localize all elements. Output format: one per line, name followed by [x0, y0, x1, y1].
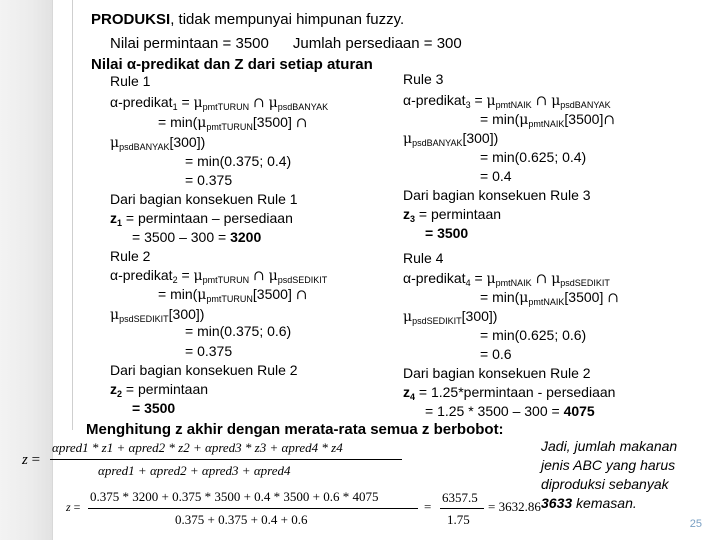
rule4-min-cont: $\mu_{psdSEDIKIT}[300]$)	[403, 308, 498, 326]
rule1-min-cont: $\mu_{psdBANYAK}[300]$)	[110, 134, 206, 152]
formula-general-denominator: αpred1 + αpred2 + αpred3 + αpred4	[98, 463, 291, 478]
conclusion-line-4: 3633 kemasan.	[541, 495, 637, 511]
formula-values-lhs: z =	[66, 500, 81, 514]
rule4-z-calc: = 1.25 * 3500 – 300 = 4075	[425, 403, 595, 419]
page-number: 25	[689, 518, 702, 530]
rule1-calc2: = 0.375	[185, 172, 233, 188]
rule2-min: = $\min(\mu_{pmtTURUN}[3500]$ ∩	[158, 286, 308, 304]
formula-result-numerator: 6357.5	[442, 490, 478, 505]
rule1-calc1: = min(0.375; 0.4)	[185, 153, 292, 169]
rule3-calc1: = min(0.625; 0.4)	[480, 149, 587, 165]
rule4-title: Rule 4	[403, 250, 444, 266]
rule4-z-expr: $z_4$ = 1.25*permintaan - persediaan	[403, 384, 616, 402]
formula-result-fraction-line	[440, 508, 484, 509]
rule4-calc2: = 0.6	[480, 346, 512, 362]
rule3-min-cont: $\mu_{psdBANYAK}[300]$)	[403, 130, 499, 148]
rule1-z-calc: = 3500 – 300 = 3200	[132, 229, 262, 245]
rule1-konsekuen: Dari bagian konsekuen Rule 1	[110, 191, 298, 207]
conclusion-line-2: jenis ABC yang harus	[541, 457, 676, 473]
rule3-alpha: α-predikat$_3$ = $\mu_{pmtNAIK}$ ∩ $\mu_{psdBANYAK}$	[403, 92, 611, 110]
formula-final-value: = 3632.86	[488, 499, 541, 514]
formula-values-numerator: 0.375 * 3200 + 0.375 * 3500 + 0.4 * 3500 + 0.6 * 4075	[90, 489, 379, 504]
rule4-konsekuen: Dari bagian konsekuen Rule 2	[403, 365, 591, 381]
rule1-title: Rule 1	[110, 73, 151, 89]
rule2-min-cont: $\mu_{psdSEDIKIT}[300]$)	[110, 306, 205, 324]
slide-divider-line	[72, 0, 73, 430]
rule2-title: Rule 2	[110, 248, 151, 264]
conclusion-line-1: Jadi, jumlah makanan	[541, 438, 678, 454]
rule3-konsekuen: Dari bagian konsekuen Rule 3	[403, 187, 591, 203]
formula-general-lhs: z =	[22, 452, 41, 468]
rule4-calc1: = min(0.625; 0.6)	[480, 327, 587, 343]
rule3-z-expr: $z_3$ = permintaan	[403, 206, 502, 224]
rule2-konsekuen: Dari bagian konsekuen Rule 2	[110, 362, 298, 378]
rule2-z-expr: $z_2$ = permintaan	[110, 381, 209, 399]
rule3-min: = $\min(\mu_{pmtNAIK}[3500]\cap$	[480, 111, 616, 129]
rule2-alpha: α-predikat$_2$ = $\mu_{pmtTURUN}$ ∩ $\mu_{psdSEDIKIT}$	[110, 267, 328, 285]
formula-general-numerator: αpred1 * z1 + αpred2 * z2 + αpred3 * z3 + αpred4 * z4	[52, 440, 343, 455]
heading-line-1: PRODUKSI, tidak mempunyai himpunan fuzzy.	[91, 11, 405, 28]
rule2-calc2: = 0.375	[185, 343, 233, 359]
formula-eq-sign: =	[424, 499, 432, 514]
summary-text: Menghitung z akhir dengan merata-rata semua z berbobot:	[86, 421, 504, 438]
rule2-calc1: = min(0.375; 0.6)	[185, 323, 292, 339]
rule3-title: Rule 3	[403, 71, 444, 87]
rule2-z-result: = 3500	[132, 400, 176, 416]
rule1-alpha: α-predikat$_1$ = $\mu_{pmtTURUN}$ ∩ $\mu_{psdBANYAK}$	[110, 94, 329, 112]
formula-result-denominator: 1.75	[447, 512, 470, 527]
rule1-min: = $\min(\mu_{pmtTURUN}[3500]$ ∩	[158, 114, 308, 132]
heading-line-3: Nilai α-predikat dan Z dari setiap aturan	[91, 56, 373, 73]
heading-line-2: Nilai permintaan = 3500 Jumlah persediaan = 300	[110, 35, 462, 52]
formula-values-fraction-line	[88, 508, 418, 509]
formula-values-denominator: 0.375 + 0.375 + 0.4 + 0.6	[175, 512, 308, 527]
rule3-calc2: = 0.4	[480, 168, 512, 184]
rule3-z-result: = 3500	[425, 225, 469, 241]
formula-general-fraction-line	[50, 459, 402, 460]
rule4-min: = $\min(\mu_{pmtNAIK}[3500]$ ∩	[480, 289, 619, 307]
rule1-z-expr: $z_1$ = permintaan – persediaan	[110, 210, 293, 228]
rule4-alpha: α-predikat$_4$ = $\mu_{pmtNAIK}$ ∩ $\mu_{psdSEDIKIT}$	[403, 270, 610, 288]
conclusion-line-3: diproduksi sebanyak	[541, 476, 669, 492]
